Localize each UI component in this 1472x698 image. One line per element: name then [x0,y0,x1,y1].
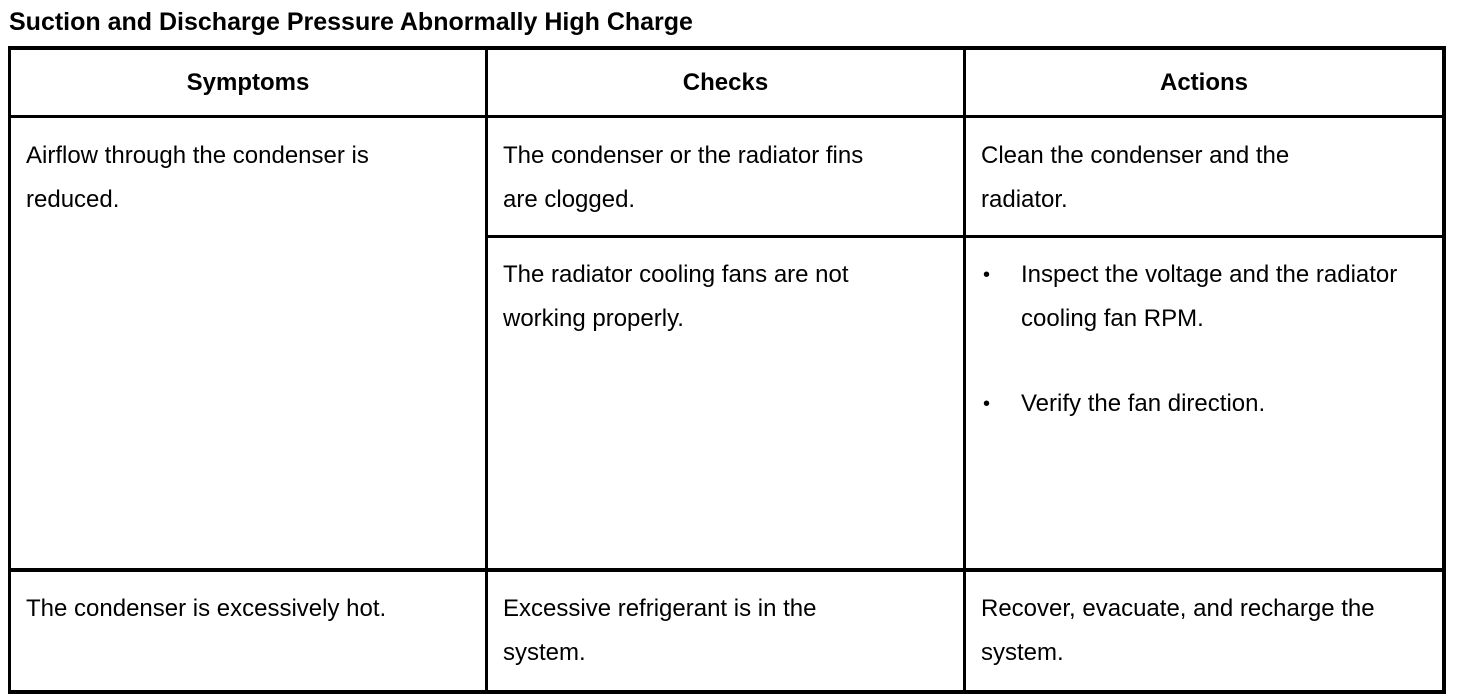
check-cell: Excessive refrigerant is in the system. [503,595,817,666]
table-border-left [8,46,11,694]
symptom-cell: Airflow through the condenser is reduced. [26,142,369,213]
table-border-bottom [8,690,1446,694]
action-cell: Recover, evacuate, and recharge the system. [981,595,1375,666]
document-title: Suction and Discharge Pressure Abnormally High Charge [9,8,693,36]
row-divider-inner [486,235,1446,238]
action-cell: Clean the condenser and the radiator. [981,142,1290,213]
check-cell: The radiator cooling fans are not working properly. [503,261,849,332]
bullet-icon: • [983,264,991,286]
table-border-right [1442,46,1446,694]
header-checks: Checks [682,69,769,96]
header-symptoms: Symptoms [186,69,310,96]
action-bullet-text: Verify the fan direction. [1021,390,1266,417]
header-divider [8,115,1446,118]
check-cell: The condenser or the radiator fins are clogged. [503,142,864,213]
action-bullet-item [981,382,1421,426]
row-divider [8,568,1446,572]
symptom-cell: The condenser is excessively hot. [26,595,387,622]
troubleshooting-table [8,46,1446,694]
action-bullet-item [981,253,1421,341]
bullet-icon: • [983,393,991,415]
action-bullet-list [981,253,1421,426]
action-bullet-text: Inspect the voltage and the radiator cooling fan RPM. [1021,261,1398,332]
column-divider-1 [485,46,488,694]
header-actions: Actions [1159,69,1248,96]
column-divider-2 [963,46,966,694]
table-border-top [8,46,1446,50]
